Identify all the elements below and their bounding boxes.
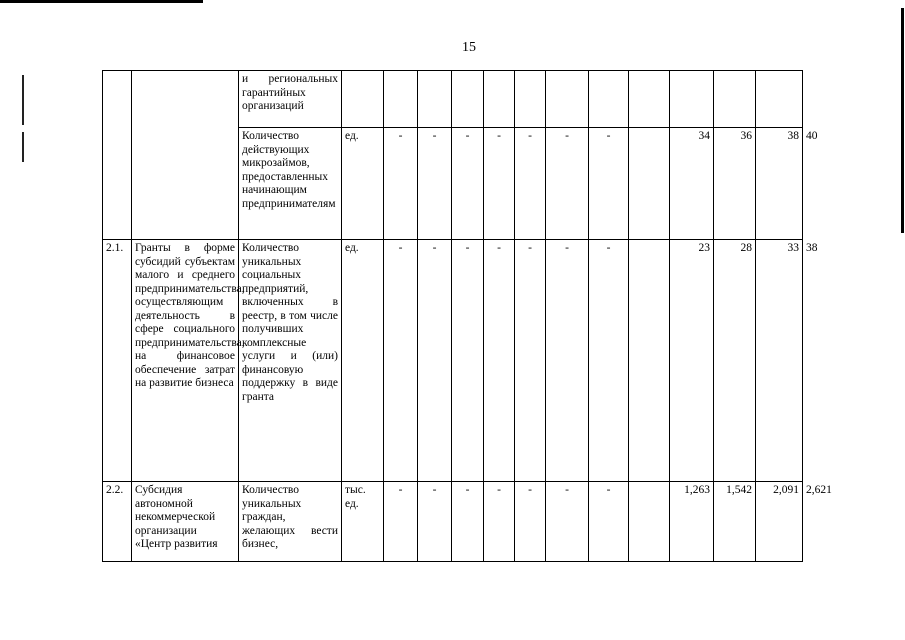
value-cell: - <box>418 482 452 562</box>
value-cell <box>484 71 515 128</box>
value-cell <box>589 71 629 128</box>
table-row: 2.2. Субсидия автономной некоммерческой организации «Центр развития Количество уникальных граждан, желающих вести бизнес, тыс. ед. - - - - - - - 1,263 1,542 2,091 2,621 <box>103 482 803 562</box>
value-cell: - <box>515 482 546 562</box>
value-cell: - <box>484 482 515 562</box>
value-cell: - <box>384 128 418 240</box>
value-cell: - <box>384 482 418 562</box>
unit-cell: тыс. ед. <box>342 482 384 562</box>
target-cell: 2,091 <box>756 482 803 562</box>
value-cell: - <box>384 240 418 482</box>
target-cell <box>714 71 756 128</box>
value-cell: - <box>515 128 546 240</box>
value-cell <box>629 71 670 128</box>
target-cell: 33 <box>756 240 803 482</box>
indicator-cell: Количество уникальных социальных предприятий, включенных в реестр, в том числе получивших комплексные услуги и (или) финансовую поддержку в виде гранта <box>239 240 342 482</box>
event-cell: Субсидия автономной некоммерческой организации «Центр развития <box>132 482 239 562</box>
indicator-cell: Количество действующих микрозаймов, предоставленных начинающим предпринимателям <box>239 128 342 240</box>
target-cell: 1,542 <box>714 482 756 562</box>
table-row: Количество действующих микрозаймов, предоставленных начинающим предпринимателям ед. - - - - - - - 34 36 38 40 <box>103 128 803 240</box>
row-number <box>103 71 132 128</box>
event-cell: Гранты в форме субсидий субъектам малого и среднего предпринимательства, осуществляющим деятельность в сфере социального предпринимательства, на финансовое обеспечение затрат на развитие бизнеса <box>132 240 239 482</box>
target-cell: 23 <box>670 240 714 482</box>
target-cell: 36 <box>714 128 756 240</box>
value-cell: - <box>418 240 452 482</box>
margin-mark <box>22 132 24 162</box>
value-cell <box>546 71 589 128</box>
target-cell <box>756 71 803 128</box>
value-cell: - <box>515 240 546 482</box>
right-edge-bar <box>901 8 904 233</box>
target-cell: 34 <box>670 128 714 240</box>
value-cell: - <box>546 482 589 562</box>
table-row: 2.1. Гранты в форме субсидий субъектам малого и среднего предпринимательства, осуществляющим деятельность в сфере социального предпринимательства, на финансовое обеспечение затрат на развитие бизнеса Количество уникальных социальных предприятий, включенных в реестр, в том числе получивших комплексные услуги и (или) финансовую поддержку в виде гранта ед. - - - - - - - 23 28 33 38 <box>103 240 803 482</box>
row-number: 2.2. <box>103 482 132 562</box>
indicator-cell: Количество уникальных граждан, желающих вести бизнес, <box>239 482 342 562</box>
value-cell: - <box>589 482 629 562</box>
value-cell: - <box>452 482 484 562</box>
value-cell: - <box>589 128 629 240</box>
target-cell: 28 <box>714 240 756 482</box>
target-cell <box>670 71 714 128</box>
value-cell: - <box>452 128 484 240</box>
value-cell <box>418 71 452 128</box>
event-cell <box>132 128 239 240</box>
value-cell <box>384 71 418 128</box>
unit-cell: ед. <box>342 240 384 482</box>
value-cell <box>629 482 670 562</box>
unit-cell: ед. <box>342 128 384 240</box>
value-cell: - <box>484 240 515 482</box>
target-cell: 38 <box>756 128 803 240</box>
value-cell <box>515 71 546 128</box>
target-cell: 1,263 <box>670 482 714 562</box>
row-number: 2.1. <box>103 240 132 482</box>
indicator-cell: и региональных гарантийных организаций <box>239 71 342 128</box>
value-cell <box>629 240 670 482</box>
value-cell: - <box>452 240 484 482</box>
value-cell <box>629 128 670 240</box>
margin-mark <box>22 75 24 125</box>
top-rule <box>0 0 203 3</box>
value-cell: - <box>546 240 589 482</box>
value-cell: - <box>589 240 629 482</box>
value-cell: - <box>418 128 452 240</box>
row-number <box>103 128 132 240</box>
event-cell <box>132 71 239 128</box>
table-row <box>103 71 803 128</box>
program-table <box>102 70 832 562</box>
page-number: 15 <box>462 40 476 55</box>
value-cell: - <box>484 128 515 240</box>
unit-cell <box>342 71 384 128</box>
value-cell <box>452 71 484 128</box>
value-cell: - <box>546 128 589 240</box>
